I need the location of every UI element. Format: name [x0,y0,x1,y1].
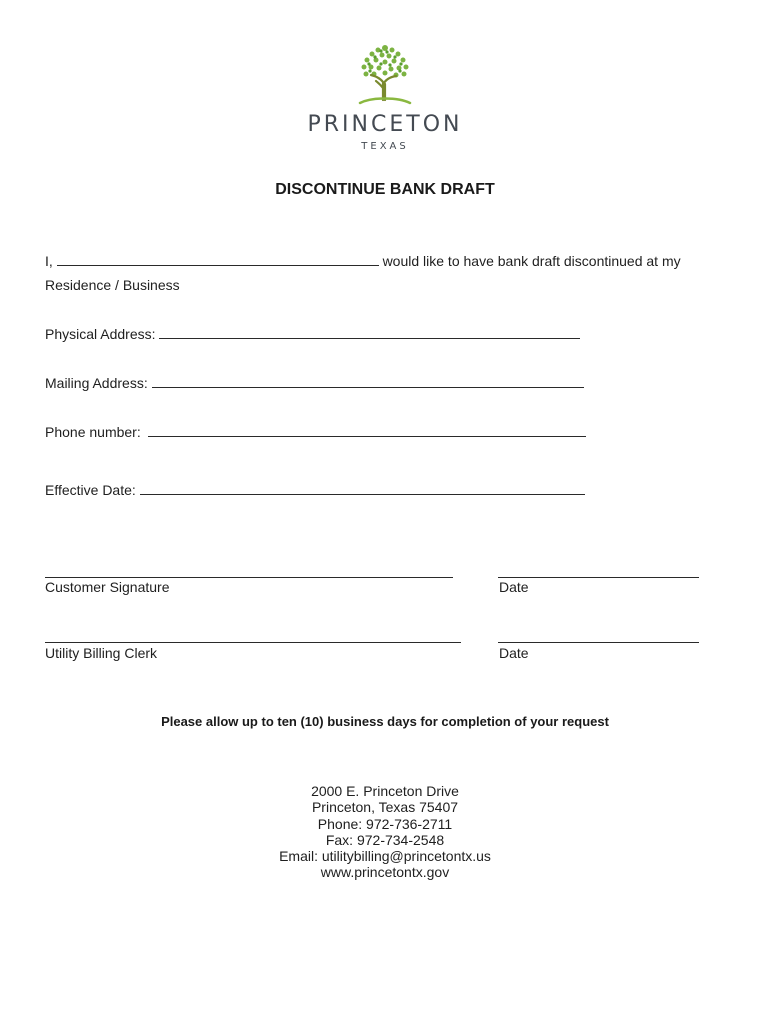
physical-address-label: Physical Address: [45,326,156,342]
effective-date-label: Effective Date: [45,482,136,498]
processing-notice: Please allow up to ten (10) business days for completion of your request [161,714,609,729]
mailing-address-label: Mailing Address: [45,375,148,391]
contact-address-line-2: Princeton, Texas 75407 [311,799,459,816]
customer-signature-label: Customer Signature [45,579,170,595]
contact-fax: Fax: 972-734-2548 [325,831,445,848]
phone-label: Phone number: [45,424,141,440]
clerk-signature-label: Utility Billing Clerk [45,645,158,661]
mailing-address-field[interactable] [152,375,584,388]
logo-wordmark: PRINCETON [307,112,463,137]
form-title: DISCONTINUE BANK DRAFT [275,181,495,198]
mailing-address-row [45,375,584,391]
contact-email: Email: utilitybilling@princetontx.us [279,848,491,865]
customer-date-field[interactable] [498,576,699,578]
intro-prefix: I, [45,253,53,269]
clerk-signature-field[interactable] [45,641,461,643]
effective-date-row [45,482,585,498]
customer-date-label: Date [499,579,529,595]
physical-address-row [45,326,580,342]
contact-address-line-1: 2000 E. Princeton Drive [311,783,459,799]
physical-address-field[interactable] [159,326,580,339]
logo-subtitle: TEXAS [361,141,409,152]
tree-logo-icon [350,40,420,106]
customer-signature-field[interactable] [45,576,453,578]
contact-block [0,783,770,881]
princeton-logo [0,40,770,152]
clerk-date-label: Date [499,645,529,661]
contact-phone: Phone: 972-736-2711 [317,815,453,832]
clerk-date-field[interactable] [498,641,699,643]
name-field[interactable] [57,253,379,266]
phone-field[interactable] [148,424,586,437]
contact-website: www.princetontx.gov [320,864,450,881]
intro-line-2: Residence / Business [45,277,180,293]
intro-suffix: would like to have bank draft discontinued at my [382,253,681,269]
effective-date-field[interactable] [140,482,585,495]
phone-row [45,424,586,440]
intro-line [45,253,681,269]
